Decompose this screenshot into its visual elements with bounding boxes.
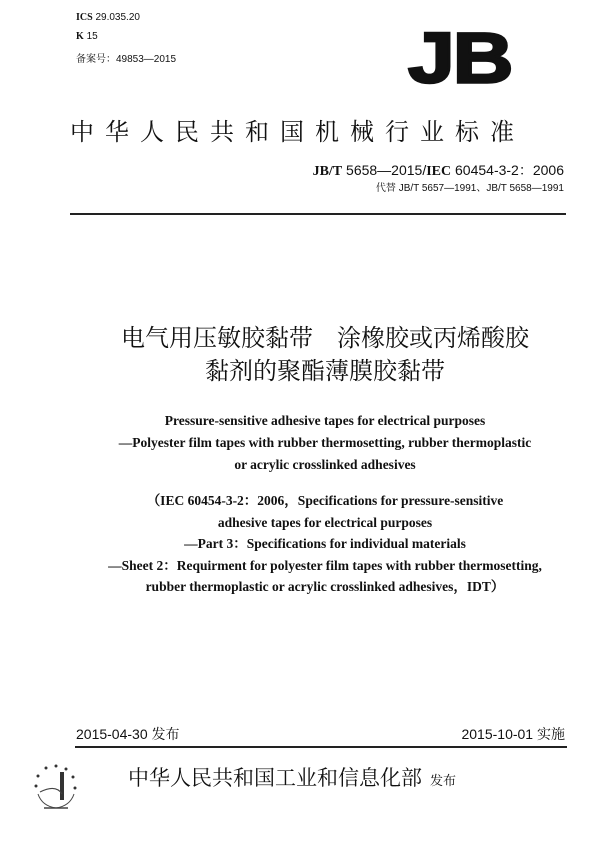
iec-reference-line: —Part 3：Specifications for individual materials [184,536,466,551]
standard-code: JB/T 5658—2015/IEC 60454-3-2：2006 [312,162,564,179]
jb-logo: JB [408,17,512,98]
iec-reference-line: —Sheet 2：Requirment for polyester film tapes with rubber thermosetting, [108,557,542,573]
issue-date: 2015-04-30 发布 [76,726,180,742]
issuing-authority: 中华人民共和国工业和信息化部 发布 [128,766,457,790]
iec-reference [0,490,600,598]
english-title-line: Pressure-sensitive adhesive tapes for electrical purposes [164,413,486,428]
national-standard-title: 中华人民共和国机械行业标准 [70,118,525,146]
iec-reference-line: adhesive tapes for electrical purposes [217,514,433,530]
replaces-note: 代替 JB/T 5657—1991、JB/T 5658—1991 [375,183,564,194]
implementation-date: 2015-10-01 实施 [461,726,565,742]
chinese-title [0,322,600,388]
english-title [0,410,600,476]
footer-rule [75,746,567,748]
header-rule [70,213,566,215]
english-title-line: or acrylic crosslinked adhesives [234,457,416,472]
chinese-title-line: 电气用压敏胶黏带 涂橡胶或丙烯酸胶 [121,324,529,352]
ccs-number: K 15 [76,31,98,42]
filing-number: 备案号：49853—2015 [76,54,177,65]
ministry-emblem-icon [32,762,80,812]
iec-reference-line: rubber thermoplastic or acrylic crosslinked adhesives，IDT） [145,579,505,594]
iec-reference-line: （IEC 60454-3-2：2006，Specifications for pressure-sensitive [146,493,504,508]
english-title-line: —Polyester film tapes with rubber thermosetting, rubber thermoplastic [118,435,532,450]
chinese-title-line: 黏剂的聚酯薄膜胶黏带 [205,357,445,385]
ics-number: ICS 29.035.20 [76,12,140,23]
